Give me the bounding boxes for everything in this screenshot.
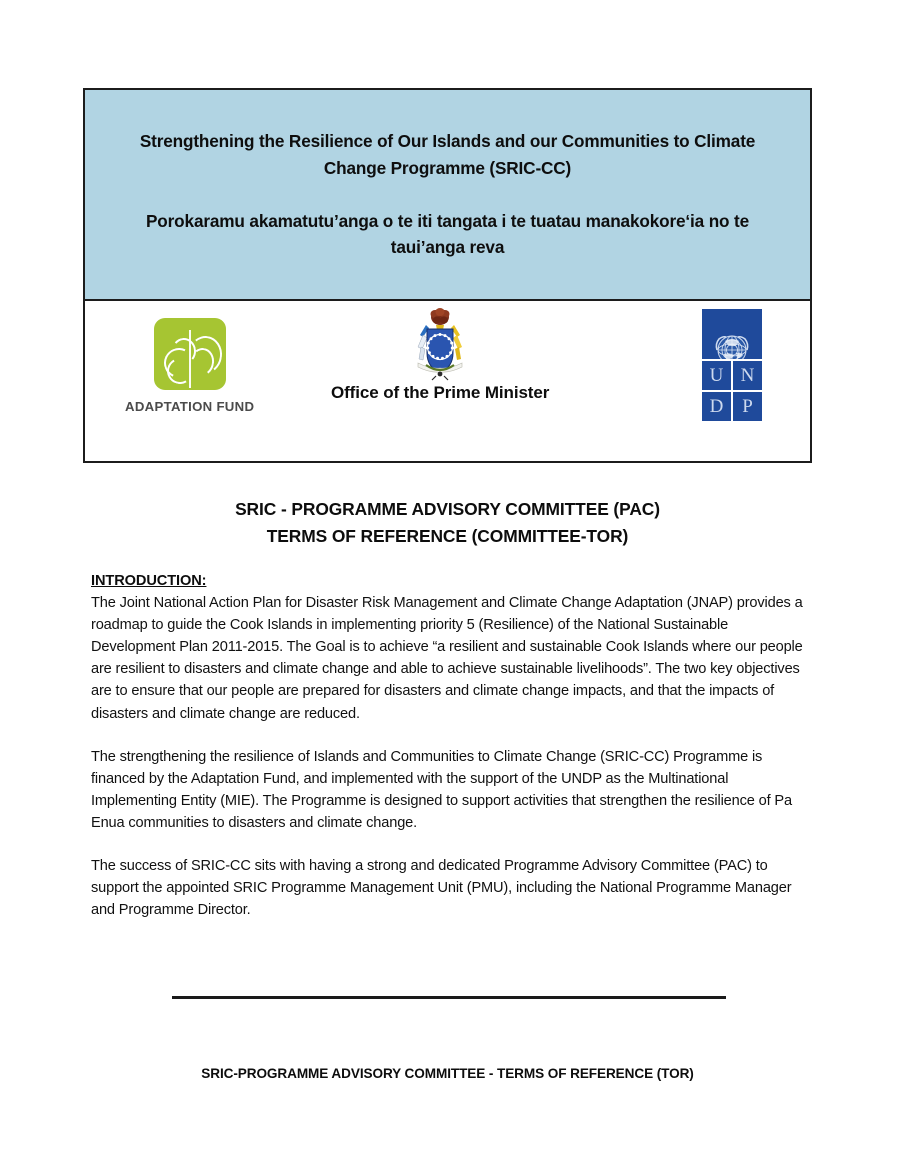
adaptation-fund-logo [125,318,254,414]
page-title-line-2: TERMS OF REFERENCE (COMMITTEE-TOR) [266,525,629,546]
office-prime-minister-label: Office of the Prime Minister [331,383,550,402]
adaptation-fund-sprout-icon [154,318,226,390]
undp-logo [702,309,762,421]
footer-text: SRIC-PROGRAMME ADVISORY COMMITTEE - TERMS OF REFERENCE (TOR) [201,1066,694,1081]
undp-letter-p: P [733,392,762,421]
introduction-heading: INTRODUCTION: [91,573,207,589]
undp-letter-u: U [702,361,731,390]
introduction-paragraph-1: The Joint National Action Plan for Disaster Risk Management and Climate Change Adaptation (JNAP) provides a roadmap to guide the Cook Islands in implementing priority 5 (Resilience) of the National Sustainable Development Plan 2011-2015. The Goal is to achieve “a resilient and sustainable Cook Islands where our people are resilient to disasters and climate change and able to achieve sustainable livelihoods”. The two key objectives are to ensure that our people are prepared for disasters and climate change impacts, and that the impacts of disasters and climate change are reduced. [91,595,803,722]
office-prime-minister-logo [331,307,549,403]
adaptation-fund-label: ADAPTATION FUND [125,399,255,414]
introduction-paragraph-2: The strengthening the resilience of Islands and Communities to Climate Change (SRIC-CC) Programme is financed by the Adaptation Fund, and implemented with the support of the UNDP as the Multinational Implementing Entity (MIE). The Programme is designed to support activities that strengthen the resilience of Pa Enua communities to disasters and climate change. [91,748,792,831]
programme-title-banner [85,90,810,301]
page-title [83,496,812,550]
programme-title-maori: Porokaramu akamatutu’anga o te iti tangata i te tuatau manakokore‘ia no te taui’anga reva [145,210,750,258]
footer-divider [172,996,726,999]
introduction-paragraph-3: The success of SRIC-CC sits with having a strong and dedicated Programme Advisory Committee (PAC) to support the appointed SRIC Programme Management Unit (PMU), including the National Programme Manager and Programme Director. [91,858,792,919]
undp-letter-d: D [702,392,731,421]
page-title-line-1: SRIC - PROGRAMME ADVISORY COMMITTEE (PAC) [235,499,660,519]
document-body [91,573,812,942]
logo-strip [85,301,810,461]
programme-title-english: Strengthening the Resilience of Our Islands and our Communities to Climate Change Programme (SRIC-CC) [139,131,756,178]
cook-islands-coat-of-arms-icon [410,307,470,381]
undp-letter-n: N [733,361,762,390]
undp-mark [702,309,762,421]
header-box [83,88,812,463]
